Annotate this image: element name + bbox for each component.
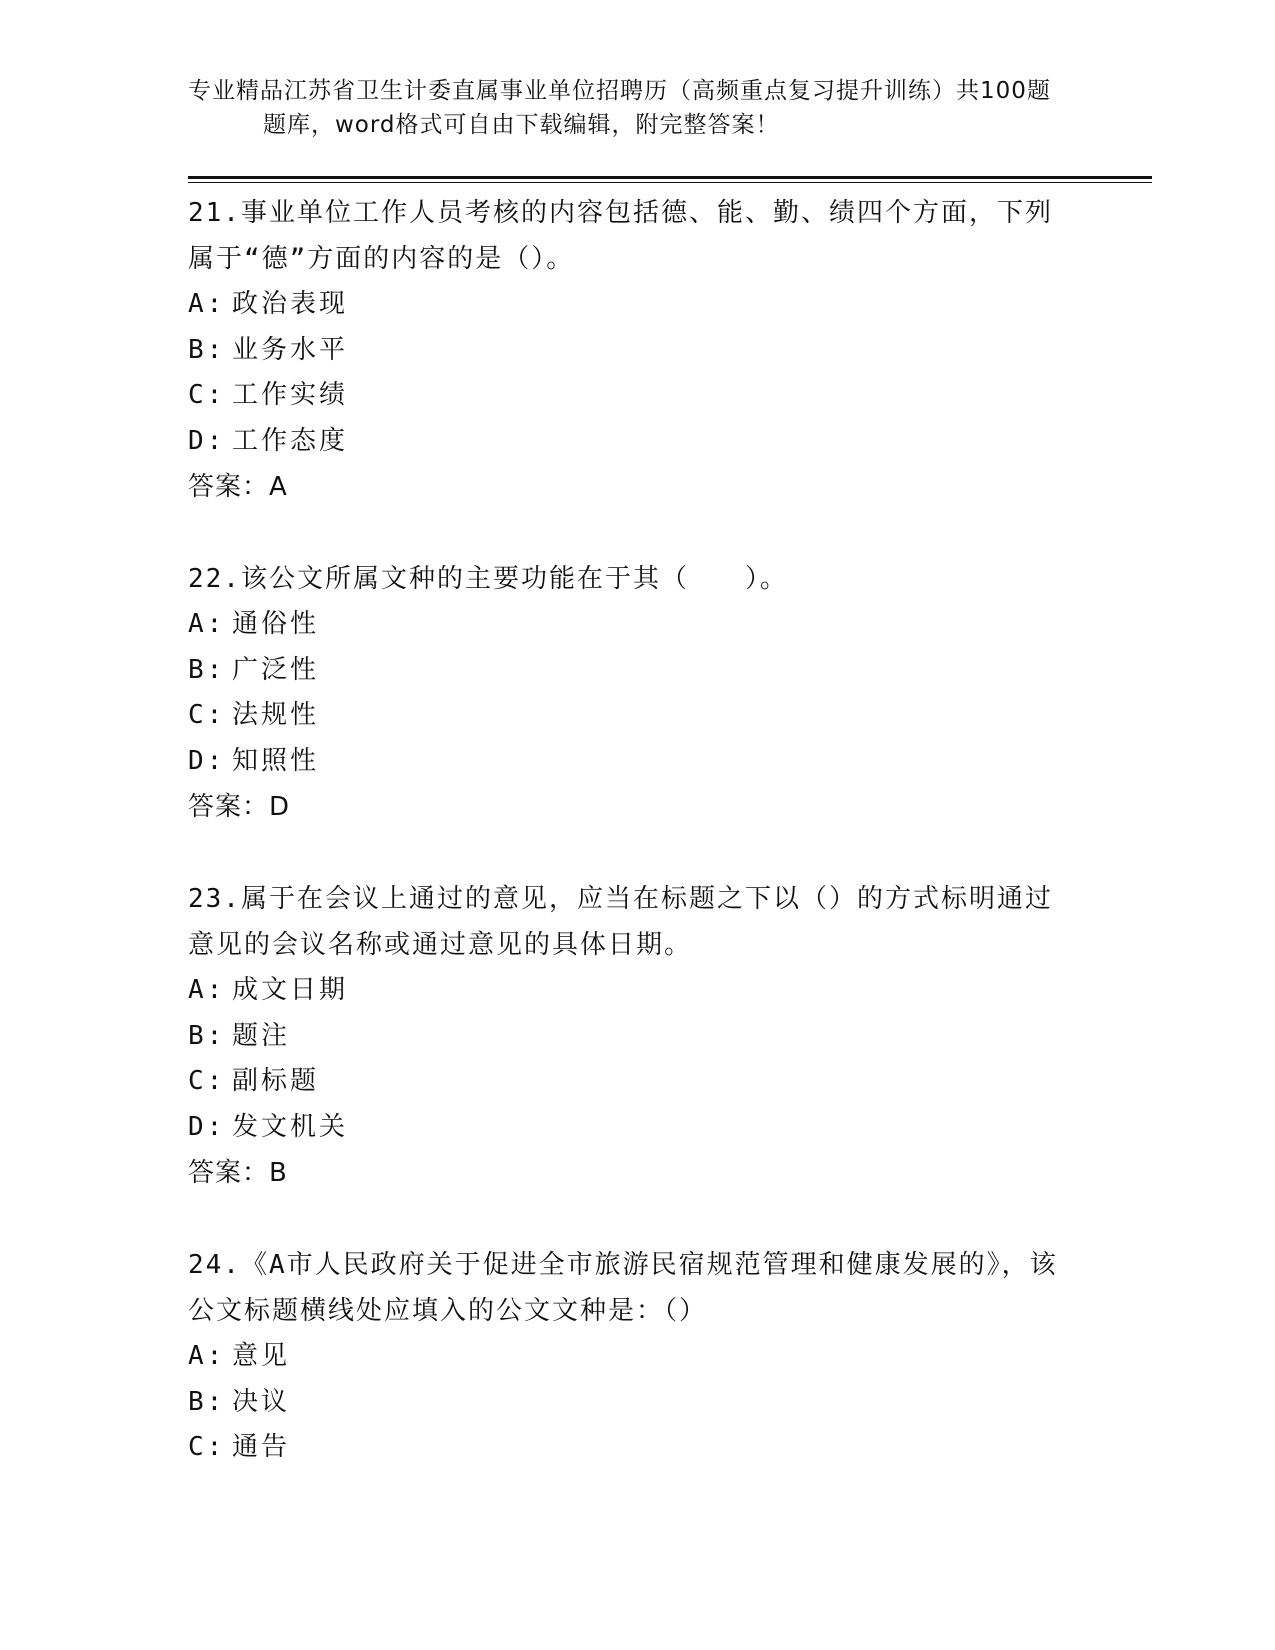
option-letter: D: bbox=[188, 425, 226, 456]
option-letter: D: bbox=[188, 745, 226, 776]
option-letter: C: bbox=[188, 380, 226, 410]
question-block bbox=[188, 556, 1078, 830]
option-d bbox=[188, 1105, 1078, 1151]
option-text: 政治表现 bbox=[232, 289, 349, 319]
option-text: 工作实绩 bbox=[232, 380, 349, 410]
option-text: 意见 bbox=[232, 1341, 291, 1371]
option-b bbox=[188, 648, 1078, 694]
answer-line: 答案：B bbox=[188, 1158, 288, 1188]
option-d bbox=[188, 739, 1078, 785]
option-letter: C: bbox=[188, 1432, 226, 1462]
option-a bbox=[188, 282, 1078, 328]
option-text: 业务水平 bbox=[232, 334, 349, 365]
option-c bbox=[188, 1059, 1078, 1105]
question-list bbox=[188, 190, 1078, 1517]
option-text: 法规性 bbox=[232, 700, 320, 730]
option-letter: A: bbox=[188, 1341, 226, 1371]
option-b bbox=[188, 1014, 1078, 1060]
question-text: 24.《A市人民政府关于促进全市旅游民宿规范管理和健康发展的》，该公文标题横线处应填入的公文文种是：（） bbox=[188, 1250, 1058, 1326]
option-letter: B: bbox=[188, 334, 226, 365]
option-text: 成文日期 bbox=[232, 975, 349, 1005]
option-c bbox=[188, 1425, 1078, 1471]
option-letter: C: bbox=[188, 700, 226, 730]
option-d bbox=[188, 419, 1078, 465]
option-letter: B: bbox=[188, 1020, 226, 1051]
question-text: 21.事业单位工作人员考核的内容包括德、能、勤、绩四个方面，下列属于“德”方面的内容的是（）。 bbox=[188, 198, 1053, 274]
question-block bbox=[188, 876, 1078, 1196]
option-letter: A: bbox=[188, 289, 226, 319]
header-divider-thin bbox=[188, 182, 1152, 183]
option-letter: B: bbox=[188, 654, 226, 685]
option-a bbox=[188, 1334, 1078, 1380]
answer-line: 答案：D bbox=[188, 792, 291, 822]
option-letter: C: bbox=[188, 1066, 226, 1096]
header-title-line2: 题库，word格式可自由下载编辑，附完整答案！ bbox=[263, 112, 780, 138]
option-text: 题注 bbox=[232, 1020, 291, 1051]
option-letter: A: bbox=[188, 609, 226, 639]
option-text: 通俗性 bbox=[232, 609, 320, 639]
option-a bbox=[188, 968, 1078, 1014]
option-text: 发文机关 bbox=[232, 1111, 349, 1142]
option-text: 通告 bbox=[232, 1432, 291, 1462]
option-c bbox=[188, 373, 1078, 419]
option-letter: D: bbox=[188, 1111, 226, 1142]
option-c bbox=[188, 693, 1078, 739]
option-b bbox=[188, 328, 1078, 374]
document-header bbox=[188, 74, 1088, 142]
option-letter: B: bbox=[188, 1386, 226, 1417]
option-b bbox=[188, 1380, 1078, 1426]
header-divider-thick bbox=[188, 176, 1152, 179]
header-title-line1: 专业精品江苏省卫生计委直属事业单位招聘历（高频重点复习提升训练）共100题 bbox=[188, 78, 1051, 104]
question-text: 22.该公文所属文种的主要功能在于其（ ）。 bbox=[188, 564, 788, 594]
option-text: 广泛性 bbox=[232, 654, 320, 685]
question-text: 23.属于在会议上通过的意见，应当在标题之下以（）的方式标明通过意见的会议名称或通过意见的具体日期。 bbox=[188, 884, 1053, 960]
option-letter: A: bbox=[188, 975, 226, 1005]
answer-line: 答案：A bbox=[188, 472, 288, 502]
option-text: 工作态度 bbox=[232, 425, 349, 456]
question-block bbox=[188, 1242, 1078, 1471]
option-text: 副标题 bbox=[232, 1066, 320, 1096]
option-text: 决议 bbox=[232, 1386, 291, 1417]
question-block bbox=[188, 190, 1078, 510]
option-a bbox=[188, 602, 1078, 648]
option-text: 知照性 bbox=[232, 745, 320, 776]
